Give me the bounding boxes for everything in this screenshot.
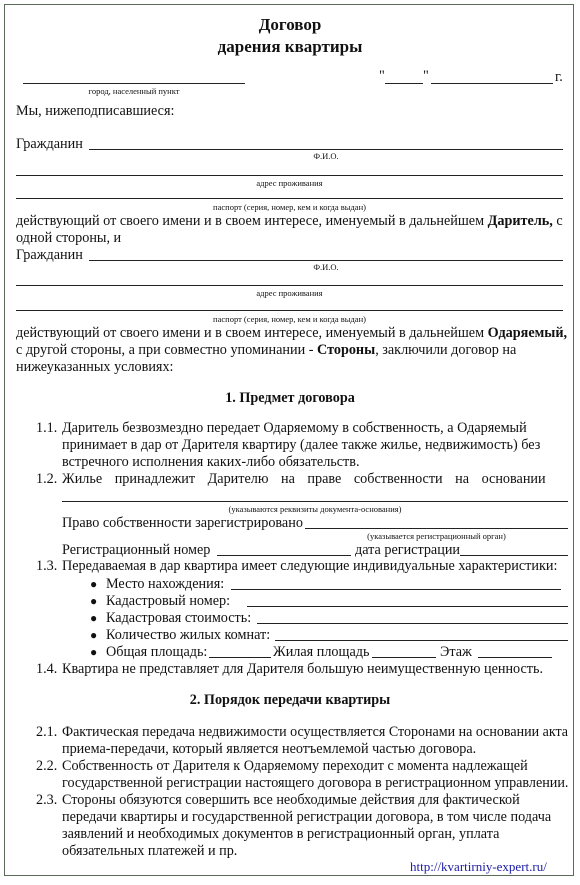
donor-role: Даритель,	[487, 213, 553, 229]
donee-description-line1	[16, 325, 567, 342]
donor-description-line1	[16, 213, 563, 230]
clause-1-1-line2: принимает в дар от Дарителя квартиру (далее также жилье, недвижимость) без	[62, 437, 541, 453]
basis-document-line[interactable]	[62, 501, 568, 502]
clause-1-3-line1: Передаваемая в дар квартира имеет следующие индивидуальные характеристики:	[62, 558, 558, 574]
registration-date-label: дата регистрации	[355, 542, 461, 558]
donee-passport-caption: паспорт (серия, номер, кем и когда выдан)	[213, 314, 366, 324]
donee-fio-line[interactable]	[89, 260, 563, 261]
document-page	[4, 4, 574, 876]
clause-1-1-number: 1.1.	[36, 420, 58, 436]
clause-1-2-number: 1.2.	[36, 471, 58, 487]
location-line[interactable]	[231, 589, 561, 590]
clause-2-2-line2: государственной регистрации настоящего договора в регистрационном управлении.	[62, 775, 569, 791]
rooms-count-line[interactable]	[275, 640, 568, 641]
clause-1-1-line1: Даритель безвозмездно передает Одаряемому в собственность, а Одаряемый	[62, 420, 527, 436]
registration-date-line[interactable]	[460, 555, 568, 556]
donor-passport-caption: паспорт (серия, номер, кем и когда выдан)	[213, 202, 366, 212]
living-area-line[interactable]	[372, 657, 436, 658]
date-month-year-line[interactable]	[431, 83, 553, 84]
clause-2-2-line1: Собственность от Дарителя к Одаряемому переходит с момента надлежащей	[62, 758, 528, 774]
clause-2-1-line1: Фактическая передача недвижимости осуществляется Сторонами на основании акта	[62, 724, 568, 740]
basis-document-caption: (указываются реквизиты документа-основания)	[228, 504, 402, 514]
clause-2-1-line2: приема-передачи, который является неотъемлемой частью договора.	[62, 741, 477, 757]
donee-description-line2	[16, 342, 516, 359]
donee-citizen-label: Гражданин	[16, 247, 83, 263]
registration-number-label: Регистрационный номер	[62, 542, 211, 558]
cadastral-number-label: Кадастровый номер:	[106, 593, 231, 609]
floor-line[interactable]	[478, 657, 552, 658]
section-1-heading: 1. Предмет договора	[225, 390, 355, 406]
clause-2-1-number: 2.1.	[36, 724, 58, 740]
rooms-count-label: Количество жилых комнат:	[106, 627, 271, 643]
document-title: Договор	[258, 15, 322, 34]
parties-word: Стороны	[317, 342, 376, 358]
clause-1-2-line1: Жилье принадлежит Дарителю на праве собственности на основании	[62, 471, 546, 487]
bullet-icon: ●	[90, 577, 98, 591]
donee-description-line3: нижеуказанных условиях:	[16, 359, 174, 375]
city-field-line[interactable]	[23, 83, 245, 84]
total-area-label: Общая площадь:	[106, 644, 208, 660]
donor-text-end: с	[552, 213, 563, 229]
clause-2-3-line1: Стороны обязуются совершить все необходимые действия для фактической	[62, 792, 520, 808]
donee-text: действующий от своего имени и в своем интересе, именуемый в дальнейшем	[16, 325, 488, 341]
location-label: Место нахождения:	[106, 576, 225, 592]
cadastral-value-label: Кадастровая стоимость:	[106, 610, 252, 626]
donee-address-caption: адрес проживания	[256, 288, 323, 298]
registration-number-line[interactable]	[217, 555, 351, 556]
watermark-link[interactable]: http://kvartirniy-expert.ru/	[410, 859, 547, 874]
clause-2-2-number: 2.2.	[36, 758, 58, 774]
donor-fio-line[interactable]	[89, 149, 563, 150]
clause-2-3-number: 2.3.	[36, 792, 58, 808]
clause-2-3-line3: заявлений и необходимых документов в регистрационный орган, уплата	[62, 826, 500, 842]
floor-label: Этаж	[440, 644, 472, 660]
donor-description-line2: одной стороны, и	[16, 230, 122, 246]
document-subtitle: дарения квартиры	[217, 37, 363, 56]
donor-passport-line[interactable]	[16, 198, 563, 199]
ownership-registered-label: Право собственности зарегистрировано	[62, 515, 303, 531]
living-area-label: Жилая площадь	[273, 644, 370, 660]
donee-role: Одаряемый,	[487, 325, 568, 341]
clause-2-3-line4: обязательных платежей и пр.	[62, 843, 238, 859]
bullet-icon: ●	[90, 645, 98, 659]
clause-1-4-number: 1.4.	[36, 661, 58, 677]
total-area-line[interactable]	[209, 657, 271, 658]
donor-address-caption: адрес проживания	[256, 178, 323, 188]
donee-address-line[interactable]	[16, 285, 563, 286]
cadastral-value-line[interactable]	[257, 623, 568, 624]
donee-text-3: , заключили договор на	[375, 342, 517, 358]
cadastral-number-line[interactable]	[247, 606, 568, 607]
donor-text: действующий от своего имени и в своем интересе, именуемый в дальнейшем	[16, 213, 488, 229]
date-year-suffix: г.	[555, 69, 563, 85]
clause-1-1-line3: встречного исполнения каких-либо обязательств.	[62, 454, 360, 470]
date-quote-close: "	[423, 68, 429, 84]
donee-text-2: с другой стороны, а при совместно упоминании -	[16, 342, 318, 358]
intro-text: Мы, нижеподписавшиеся:	[16, 103, 175, 119]
donee-passport-line[interactable]	[16, 310, 563, 311]
bullet-icon: ●	[90, 611, 98, 625]
bullet-icon: ●	[90, 628, 98, 642]
donor-address-line[interactable]	[16, 175, 563, 176]
donor-citizen-label: Гражданин	[16, 136, 83, 152]
donee-fio-caption: Ф.И.О.	[313, 262, 339, 272]
donor-fio-caption: Ф.И.О.	[313, 151, 339, 161]
date-day-line[interactable]	[385, 83, 423, 84]
clause-1-3-number: 1.3.	[36, 558, 58, 574]
date-quote-open: "	[379, 68, 385, 84]
bullet-icon: ●	[90, 594, 98, 608]
section-2-heading: 2. Порядок передачи квартиры	[189, 692, 391, 708]
clause-1-4-line1: Квартира не представляет для Дарителя большую неимущественную ценность.	[62, 661, 544, 677]
city-caption: город, населенный пункт	[88, 86, 180, 96]
registration-organ-caption: (указывается регистрационный орган)	[367, 531, 506, 541]
registration-organ-line[interactable]	[305, 528, 568, 529]
clause-2-3-line2: передачи квартиры и государственной регистрации договора, в том числе подача	[62, 809, 552, 825]
